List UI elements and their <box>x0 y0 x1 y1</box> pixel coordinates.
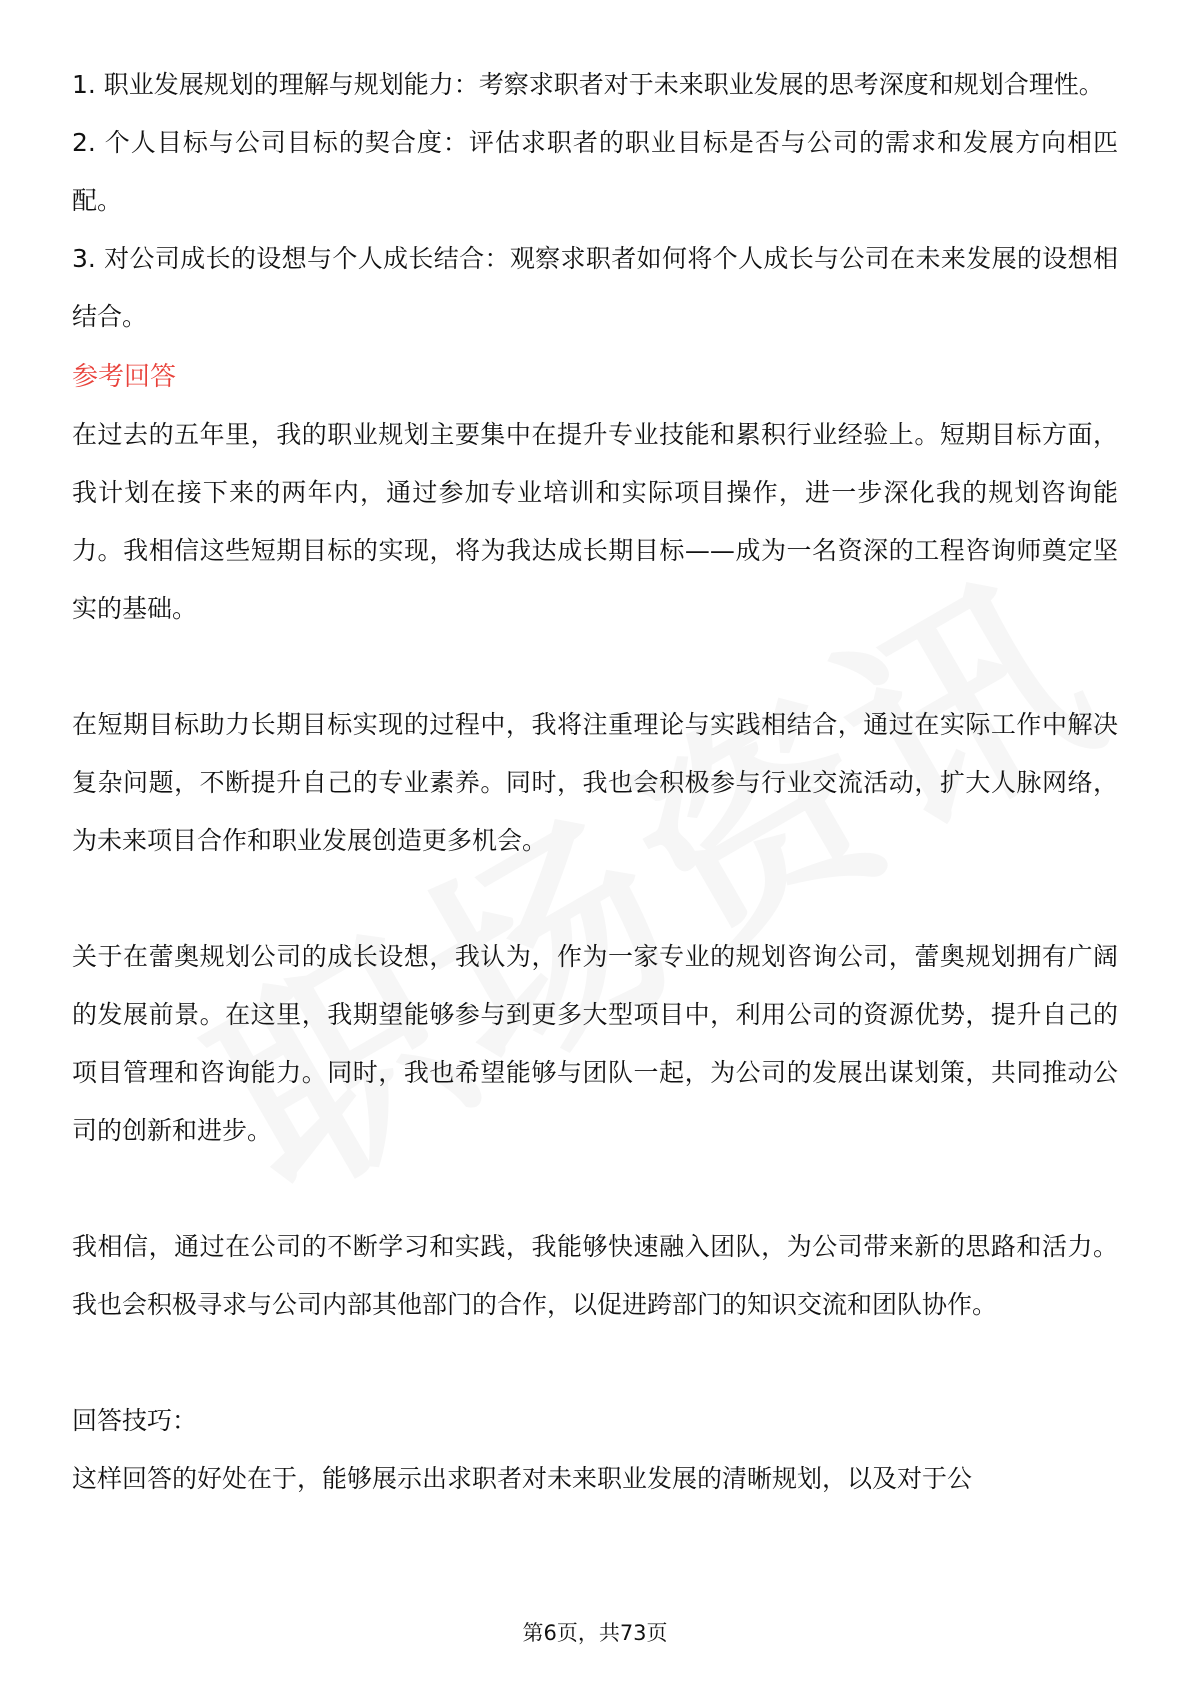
page-content <box>72 56 1118 1508</box>
paragraph-gap <box>72 638 1118 696</box>
answer-paragraph: 在短期目标助力长期目标实现的过程中，我将注重理论与实践相结合，通过在实际工作中解决复杂问题，不断提升自己的专业素养。同时，我也会积极参与行业交流活动，扩大人脉网络，为未来项目合作和职业发展创造更多机会。 <box>72 710 1118 855</box>
paragraph-gap <box>72 870 1118 928</box>
criterion-item: 3. 对公司成长的设想与个人成长结合：观察求职者如何将个人成长与公司在未来发展的设想相结合。 <box>72 244 1118 331</box>
criterion-item: 2. 个人目标与公司目标的契合度：评估求职者的职业目标是否与公司的需求和发展方向相匹配。 <box>72 128 1118 215</box>
answer-heading: 参考回答 <box>72 362 177 392</box>
paragraph-gap <box>72 1160 1118 1218</box>
tips-text: 这样回答的好处在于，能够展示出求职者对未来职业发展的清晰规划，以及对于公 <box>72 1464 973 1493</box>
answer-paragraph: 关于在蕾奥规划公司的成长设想，我认为，作为一家专业的规划咨询公司，蕾奥规划拥有广阔的发展前景。在这里，我期望能够参与到更多大型项目中，利用公司的资源优势，提升自己的项目管理和咨询能力。同时，我也希望能够与团队一起，为公司的发展出谋划策，共同推动公司的创新和进步。 <box>72 942 1118 1145</box>
answer-paragraph: 在过去的五年里，我的职业规划主要集中在提升专业技能和累积行业经验上。短期目标方面，我计划在接下来的两年内，通过参加专业培训和实际项目操作，进一步深化我的规划咨询能力。我相信这些短期目标的实现，将为我达成长期目标——成为一名资深的工程咨询师奠定坚实的基础。 <box>72 420 1118 623</box>
answer-paragraph: 我相信，通过在公司的不断学习和实践，我能够快速融入团队，为公司带来新的思路和活力。我也会积极寻求与公司内部其他部门的合作，以促进跨部门的知识交流和团队协作。 <box>72 1232 1118 1319</box>
paragraph-gap <box>72 1334 1118 1392</box>
criterion-item: 1. 职业发展规划的理解与规划能力：考察求职者对于未来职业发展的思考深度和规划合理性。 <box>72 70 1104 99</box>
tips-heading: 回答技巧： <box>72 1406 198 1435</box>
page-number: 第6页，共73页 <box>522 1621 668 1645</box>
